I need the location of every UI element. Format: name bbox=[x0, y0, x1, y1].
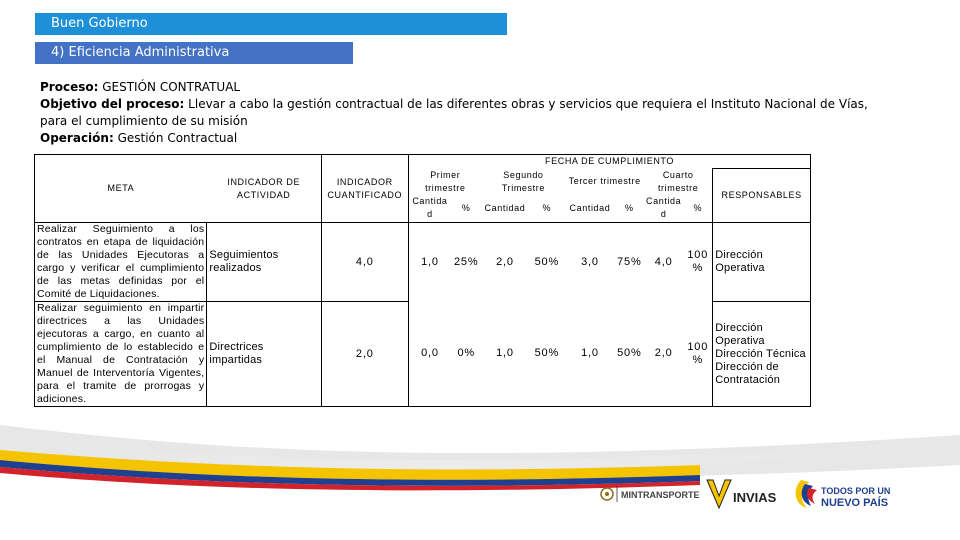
row-t2-cantidad: 1,0 bbox=[482, 302, 529, 407]
row-t4-cantidad: 4,0 bbox=[654, 255, 673, 268]
header-fecha: FECHA DE CUMPLIMIENTO bbox=[408, 155, 810, 169]
footer-logos bbox=[595, 468, 935, 516]
row-t3-cantidad: 3,0 bbox=[581, 255, 599, 268]
header-t3-pct: % bbox=[615, 195, 644, 223]
invias-logo bbox=[707, 480, 777, 508]
header-t4-cantidad: Cantida d bbox=[644, 195, 683, 223]
invias-text: INVIAS bbox=[733, 490, 777, 505]
header-indicador-actividad: INDICADOR DE ACTIVIDAD bbox=[207, 155, 321, 223]
objetivo-line bbox=[40, 96, 880, 130]
row-t4-cantidad: 2,0 bbox=[644, 302, 683, 407]
proceso-value: GESTIÓN CONTRATUAL bbox=[98, 80, 241, 94]
header-t1-pct: % bbox=[451, 195, 482, 223]
header-t2: Segundo Trimestre bbox=[501, 169, 545, 193]
subsection-title-bar bbox=[35, 42, 353, 64]
table-row bbox=[35, 302, 811, 407]
header-indicador-cuantificado: INDICADOR CUANTIFICADO bbox=[321, 155, 408, 223]
section-title: Buen Gobierno bbox=[51, 16, 148, 31]
objetivo-label: Objetivo del proceso: bbox=[40, 97, 185, 111]
row-t2-pct: 50% bbox=[528, 302, 565, 407]
goals-table bbox=[34, 154, 811, 407]
todos-text-2: NUEVO PAÍS bbox=[821, 497, 889, 509]
process-info bbox=[40, 79, 880, 147]
row-meta: Realizar seguimiento en impartir directrices a las Unidades ejecutoras a cargo, en cuanto al cumplimiento de lo establecido e el Manual de Contratación y Manuel de Interventoría Vigentes, para el tramite de prorrogas y adiciones. bbox=[35, 302, 207, 407]
header-t1: Primer trimestre bbox=[408, 169, 481, 195]
row-t2-pct: 50% bbox=[534, 255, 560, 268]
row-t1-pct: 0% bbox=[451, 302, 482, 407]
operacion-label: Operación: bbox=[40, 131, 114, 145]
operacion-line bbox=[40, 130, 880, 147]
objetivo-value: Llevar a cabo la gestión contractual de las diferentes obras y servicios que requiera el Instituto Nacional de Vías, para el cumplimiento de su misión bbox=[40, 97, 868, 128]
mintransporte-logo bbox=[601, 486, 700, 502]
row-indicador: Directrices impartidas bbox=[207, 302, 321, 407]
row-cuantificado: 4,0 bbox=[321, 223, 408, 302]
proceso-label: Proceso: bbox=[40, 80, 99, 94]
row-t1-cantidad: 0,0 bbox=[408, 302, 450, 407]
header-t1-cantidad: Cantida d bbox=[408, 195, 450, 223]
header-t4-pct: % bbox=[683, 195, 712, 223]
section-title-bar bbox=[35, 13, 507, 35]
todos-text-1: TODOS POR UN bbox=[821, 486, 891, 496]
row-responsables: Dirección Operativa Dirección Técnica Dirección de Contratación bbox=[713, 302, 811, 407]
todos-por-un-nuevo-pais-logo bbox=[796, 480, 891, 509]
header-t2-pct: % bbox=[528, 195, 565, 223]
table-row bbox=[35, 223, 811, 302]
row-responsables: Dirección Operativa bbox=[713, 223, 811, 302]
row-t1-cantidad: 1,0 bbox=[408, 223, 450, 302]
row-t1-pct: 25% bbox=[454, 255, 479, 268]
row-t2-cantidad: 2,0 bbox=[496, 255, 514, 268]
header-meta: META bbox=[35, 155, 207, 223]
row-t3-cantidad: 1,0 bbox=[565, 302, 614, 407]
row-meta: Realizar Seguimiento a los contratos en etapa de liquidación de las Unidades Ejecutoras a cargo y verificar el cumplimiento de las metas definidas por el Comité de Liquidaciones. bbox=[35, 223, 207, 302]
proceso-line bbox=[40, 79, 880, 96]
operacion-value: Gestión Contractual bbox=[113, 131, 238, 145]
row-cuantificado: 2,0 bbox=[321, 302, 408, 407]
header-t4: Cuarto trimestre bbox=[657, 169, 699, 193]
row-indicador: Seguimientos realizados bbox=[207, 223, 321, 302]
row-t4-pct: 100 % bbox=[687, 249, 709, 275]
header-responsables: RESPONSABLES bbox=[713, 169, 811, 223]
mintransporte-text: MINTRANSPORTE bbox=[621, 490, 700, 500]
header-t3: Tercer trimestre bbox=[568, 176, 641, 186]
subsection-title: 4) Eficiencia Administrativa bbox=[51, 45, 230, 60]
header-t3-cantidad: Cantidad bbox=[565, 195, 614, 223]
header-t2-cantidad: Cantidad bbox=[482, 195, 529, 223]
logos-graphic bbox=[595, 468, 935, 516]
row-t4-pct: 100 % bbox=[683, 302, 712, 407]
row-t3-pct: 75% bbox=[617, 255, 642, 268]
row-t3-pct: 50% bbox=[615, 302, 644, 407]
